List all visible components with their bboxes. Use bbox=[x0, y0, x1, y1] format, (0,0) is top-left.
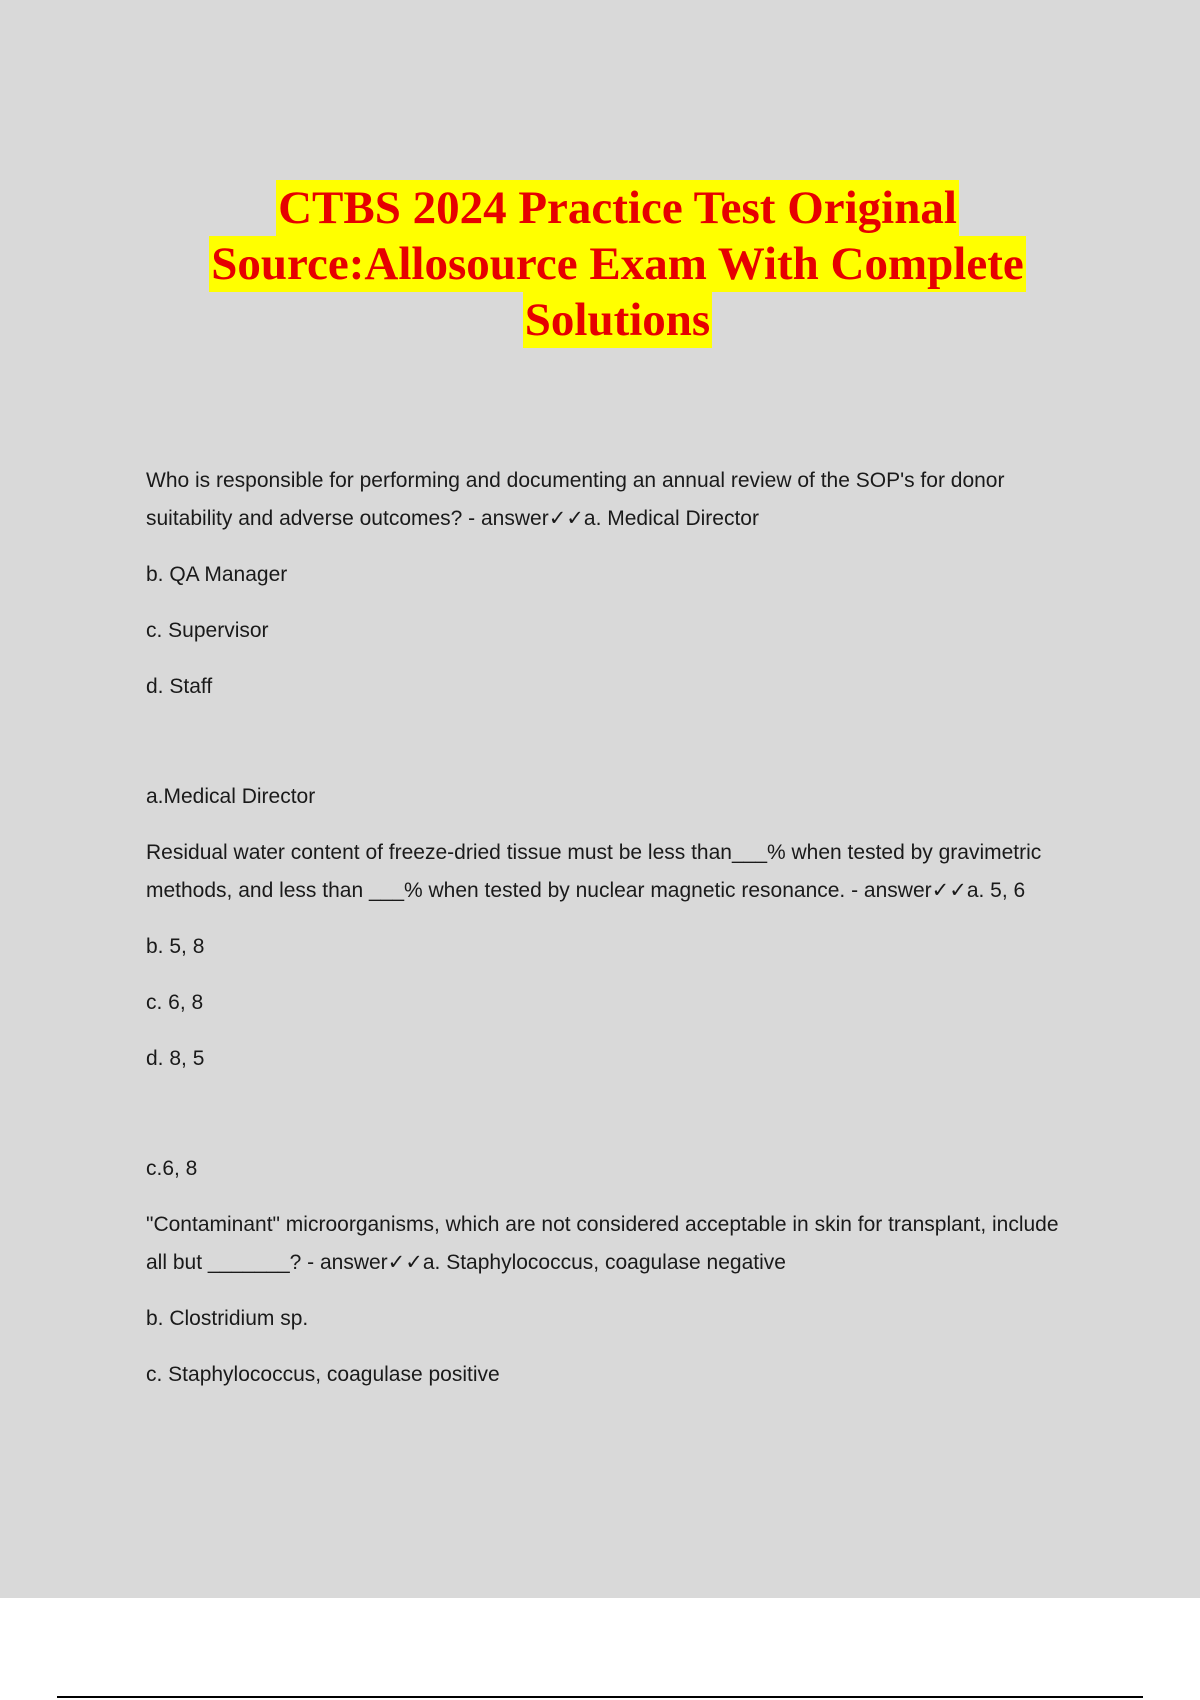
title-line-2: Source:Allosource Exam With Complete bbox=[211, 238, 1024, 290]
question-1-option-d: d. Staff bbox=[146, 675, 213, 698]
question-1-answer: a.Medical Director bbox=[146, 785, 316, 808]
question-2-option-b: b. 5, 8 bbox=[146, 935, 205, 958]
question-2-answer: c.6, 8 bbox=[146, 1157, 198, 1180]
question-1-text: Who is responsible for performing and documenting an annual review of the SOP's for donor suitability and adverse outcomes? - answer✓✓a. Medical Director bbox=[146, 469, 1005, 530]
document-title bbox=[100, 180, 1135, 348]
question-list bbox=[146, 462, 1076, 1394]
title-line-1: CTBS 2024 Practice Test Original bbox=[278, 182, 957, 234]
next-page-area bbox=[0, 1598, 1200, 1700]
question-2-option-d: d. 8, 5 bbox=[146, 1047, 205, 1070]
title-line-3: Solutions bbox=[524, 294, 711, 346]
question-3-text: "Contaminant" microorganisms, which are not considered acceptable in skin for transplant, include all but _______? - answer✓✓a. Staphylococcus, coagulase negative bbox=[146, 1213, 1059, 1274]
question-2-text: Residual water content of freeze-dried tissue must be less than___% when tested by gravimetric methods, and less than ___% when tested by nuclear magnetic resonance. - answer✓✓a. 5, 6 bbox=[146, 841, 1042, 902]
question-2-option-c: c. 6, 8 bbox=[146, 991, 204, 1014]
question-1-option-b: b. QA Manager bbox=[146, 563, 288, 586]
question-3-option-b: b. Clostridium sp. bbox=[146, 1307, 309, 1330]
question-3-option-c: c. Staphylococcus, coagulase positive bbox=[146, 1363, 500, 1386]
question-1-option-c: c. Supervisor bbox=[146, 619, 269, 642]
page-divider bbox=[57, 1696, 1143, 1698]
